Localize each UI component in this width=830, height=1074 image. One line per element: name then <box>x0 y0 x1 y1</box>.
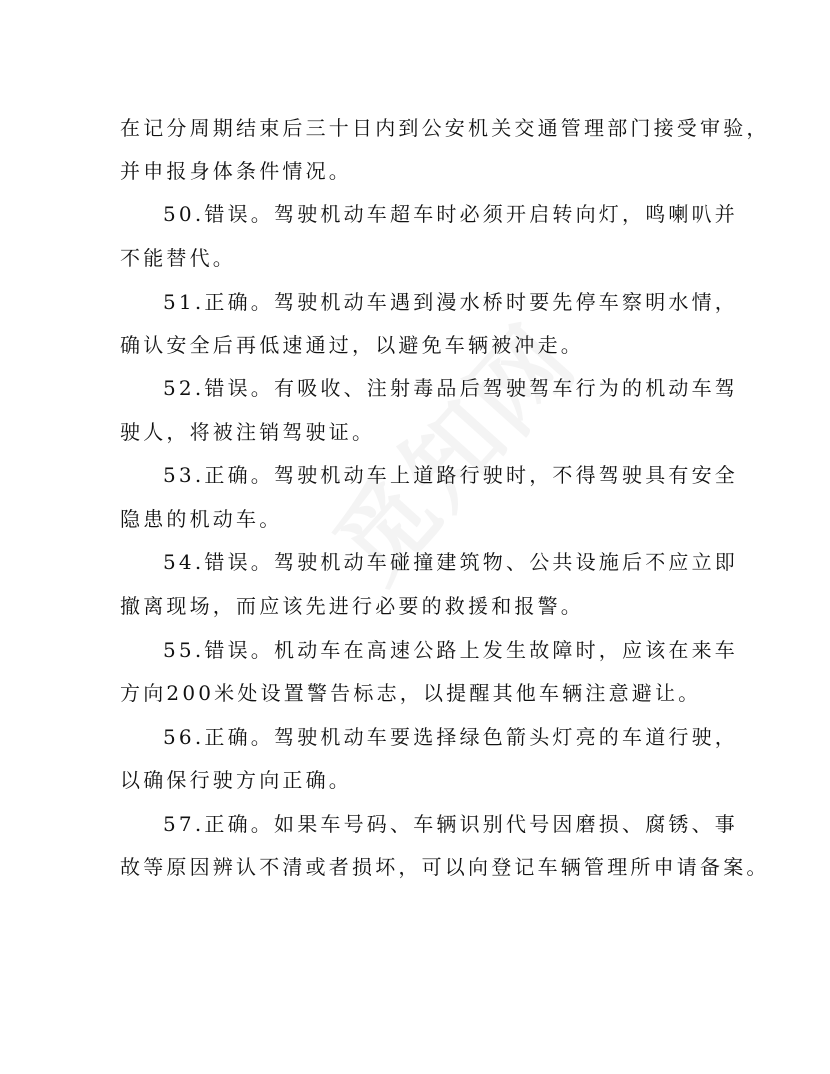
text-line: 在记分周期结束后三十日内到公安机关交通管理部门接受审验， <box>120 116 770 140</box>
answer-57-line: 57.正确。如果车号码、车辆识别代号因磨损、腐锈、事 <box>163 812 739 836</box>
text-line: 撤离现场，而应该先进行必要的救援和报警。 <box>120 594 584 618</box>
answer-52-line: 52.错误。有吸收、注射毒品后驾驶驾车行为的机动车驾 <box>163 376 739 400</box>
text-line: 故等原因辨认不清或者损坏，可以向登记车辆管理所申请备案。 <box>120 855 770 879</box>
text-line: 以确保行驶方向正确。 <box>120 768 352 792</box>
text-line: 驶人，将被注销驾驶证。 <box>120 420 376 444</box>
text-line: 不能替代。 <box>120 246 236 270</box>
text-line: 确认安全后再低速通过，以避免车辆被冲走。 <box>120 333 584 357</box>
answer-53-line: 53.正确。驾驶机动车上道路行驶时，不得驾驶具有安全 <box>163 463 739 487</box>
text-line: 隐患的机动车。 <box>120 507 283 531</box>
text-line: 并申报身体条件情况。 <box>120 159 352 183</box>
answer-50-line: 50.错误。驾驶机动车超车时必须开启转向灯，鸣喇叭并 <box>163 202 739 226</box>
answer-55-line: 55.错误。机动车在高速公路上发生故障时，应该在来车 <box>163 638 739 662</box>
answer-56-line: 56.正确。驾驶机动车要选择绿色箭头灯亮的车道行驶， <box>163 725 739 749</box>
answer-51-line: 51.正确。驾驶机动车遇到漫水桥时要先停车察明水情， <box>163 290 739 314</box>
text-line: 方向200米处设置警告标志，以提醒其他车辆注意避让。 <box>120 681 702 705</box>
answer-54-line: 54.错误。驾驶机动车碰撞建筑物、公共设施后不应立即 <box>163 550 739 574</box>
